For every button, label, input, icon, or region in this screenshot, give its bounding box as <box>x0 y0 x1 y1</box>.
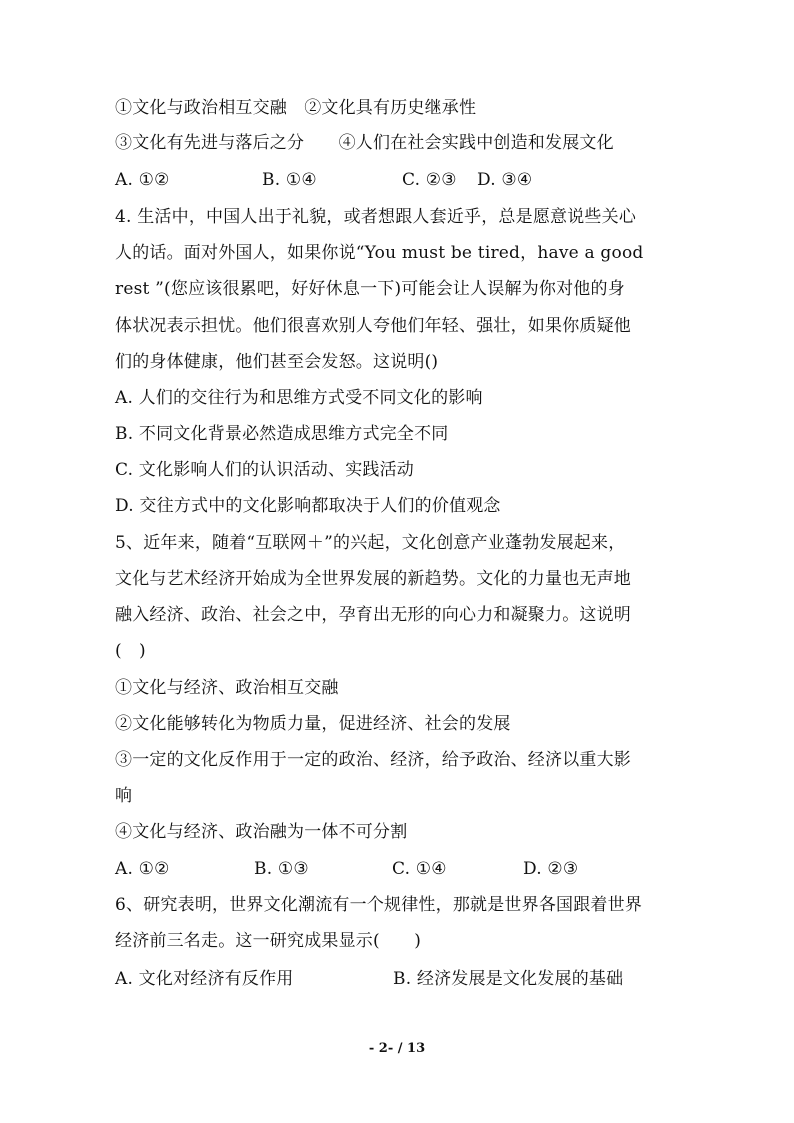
q5-option-c: C. ①④ <box>392 859 447 879</box>
q5-statement-3-line1: ③一定的文化反作用于一定的政治、经济，给予政治、经济以重大影 <box>115 750 631 770</box>
q3-option-a: A. ①② <box>115 170 170 190</box>
q4-option-d: D. 交往方式中的文化影响都取决于人们的价值观念 <box>115 496 501 516</box>
q5-statement-4: ④文化与经济、政治融为一体不可分割 <box>115 822 408 842</box>
q5-statement-2: ②文化能够转化为物质力量，促进经济、社会的发展 <box>115 714 511 734</box>
q4-option-b: B. 不同文化背景必然造成思维方式完全不同 <box>115 424 449 444</box>
q6-stem-line2: 经济前三名走。这一研究成果显示( ) <box>115 931 422 951</box>
q5-option-d: D. ②③ <box>523 859 579 879</box>
q3-statements-line2: ③文化有先进与落后之分 ④人们在社会实践中创造和发展文化 <box>115 133 614 153</box>
q5-stem-line4: ( ) <box>115 641 146 661</box>
q3-option-d: D. ③④ <box>477 170 533 190</box>
q3-statements-line1: ①文化与政治相互交融 ②文化具有历史继承性 <box>115 98 477 118</box>
q6-stem-line1: 6、研究表明，世界文化潮流有一个规律性，那就是世界各国跟着世界 <box>115 895 643 915</box>
q5-stem-line2: 文化与艺术经济开始成为全世界发展的新趋势。文化的力量也无声地 <box>115 569 631 589</box>
q5-option-b: B. ①③ <box>254 859 309 879</box>
q3-option-c: C. ②③ <box>402 170 457 190</box>
q6-option-b: B. 经济发展是文化发展的基础 <box>393 969 624 989</box>
q4-stem-line2: 人的话。面对外国人，如果你说“You must be tired，have a good <box>115 243 644 263</box>
q6-option-a: A. 文化对经济有反作用 <box>115 969 294 989</box>
q4-stem-line1: 4. 生活中，中国人出于礼貌，或者想跟人套近乎，总是愿意说些关心 <box>115 207 637 227</box>
q4-option-c: C. 文化影响人们的认识活动、实践活动 <box>115 460 415 480</box>
q4-stem-line5: 们的身体健康，他们甚至会发怒。这说明() <box>115 352 439 372</box>
q5-statement-1: ①文化与经济、政治相互交融 <box>115 678 339 698</box>
q5-stem-line3: 融入经济、政治、社会之中，孕育出无形的向心力和凝聚力。这说明 <box>115 605 631 625</box>
q3-option-b: B. ①④ <box>262 170 317 190</box>
page-number: - 2- / 13 <box>368 1041 426 1056</box>
q4-stem-line3: rest ”(您应该很累吧，好好休息一下)可能会让人误解为你对他的身 <box>115 279 625 299</box>
q5-stem-line1: 5、近年来，随着“互联网＋”的兴起，文化创意产业蓬勃发展起来， <box>115 533 626 553</box>
q5-option-a: A. ①② <box>115 859 170 879</box>
q4-stem-line4: 体状况表示担忧。他们很喜欢别人夸他们年轻、强壮，如果你质疑他 <box>115 316 631 336</box>
q4-option-a: A. 人们的交往行为和思维方式受不同文化的影响 <box>115 388 483 408</box>
q5-statement-3-line2: 响 <box>115 786 133 806</box>
